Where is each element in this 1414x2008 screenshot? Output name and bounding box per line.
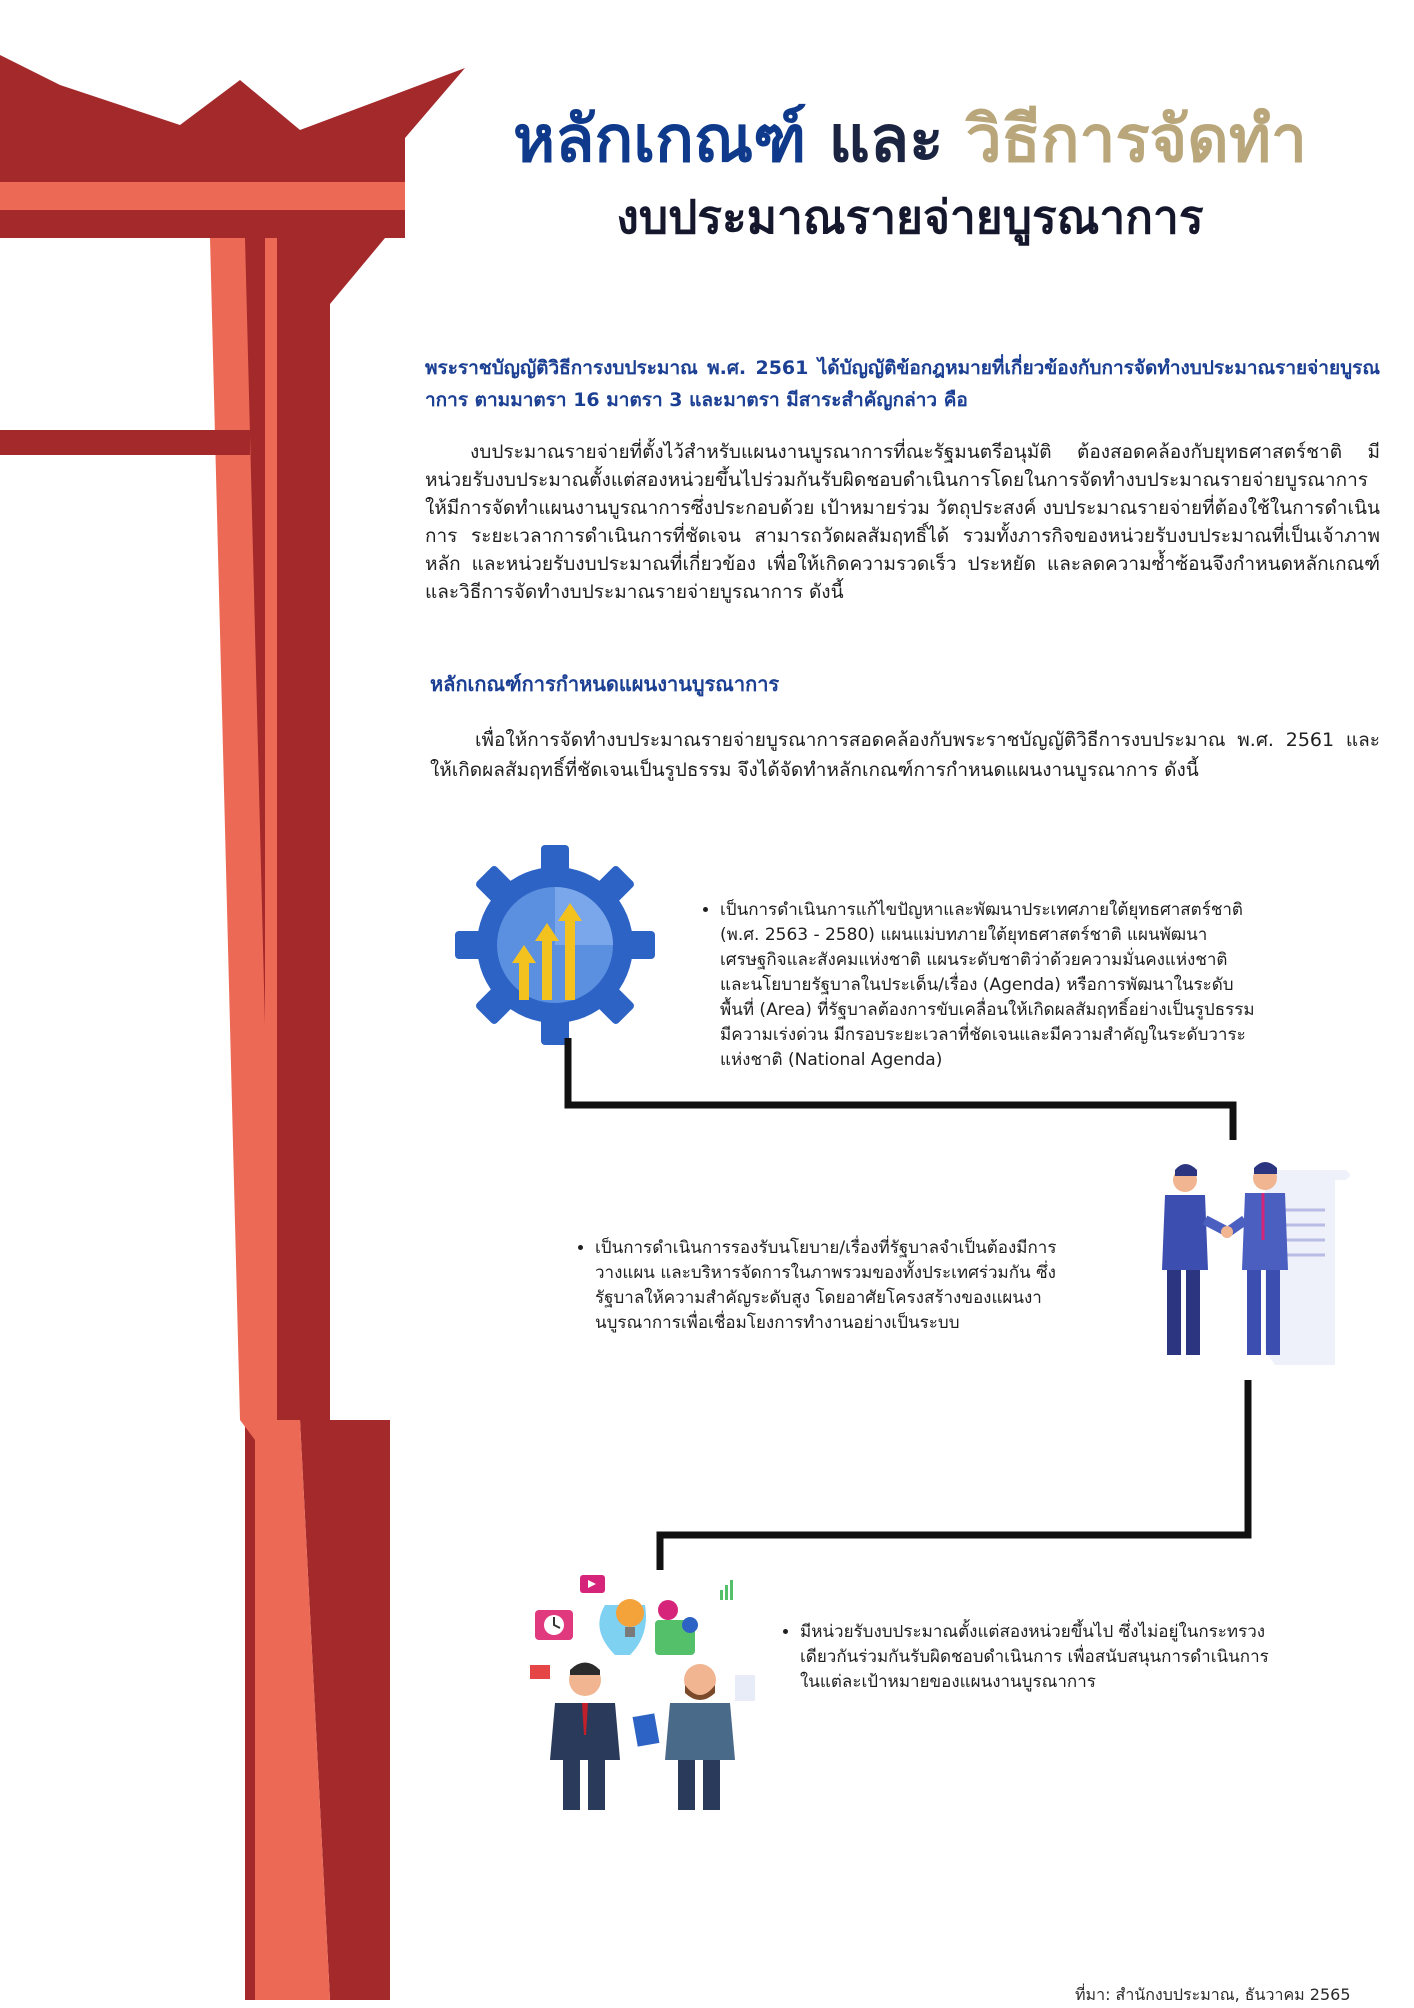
- criteria-text-3: • มีหน่วยรับงบประมาณตั้งแต่สองหน่วยขึ้นไป ซึ่งไม่อยู่ในกระทรวงเดียวกันร่วมกันรับผิดชอบดำเนินการ เพื่อสนับสนุนการดำเนินการในแต่ละเป้าหมายของแผนงานบูรณาการ: [800, 1620, 1288, 1695]
- page-title: [440, 95, 1380, 185]
- title-part3: วิธีการจัดทำ: [965, 103, 1307, 177]
- title-part2: และ: [828, 103, 944, 177]
- giant-swing-decoration: [0, 0, 480, 2000]
- intro-law-statement: พระราชบัญญัติวิธีการงบประมาณ พ.ศ. 2561 ได้บัญญัติข้อกฎหมายที่เกี่ยวข้องกับการจัดทำงบประมาณรายจ่ายบูรณาการ ตามมาตรา 16 มาตรา 3 และมาตรา มีสาระสำคัญกล่าว คือ: [425, 357, 1380, 411]
- criteria-item-3: [778, 1620, 1288, 1695]
- handshake-illustration-icon: [1150, 1150, 1350, 1370]
- intro-paragraph: งบประมาณรายจ่ายที่ตั้งไว้สำหรับแผนงานบูรณาการที่ณะรัฐมนตรีอนุมัติ ต้องสอดคล้องกับยุทธศาสตร์ชาติ มีหน่วยรับงบประมาณตั้งแต่สองหน่วยขึ้นไปร่วมกันรับผิดชอบดำเนินการโดยในการจัดทำงบประมาณรายจ่ายบูรณาการให้มีการจัดทำแผนงานบูรณาการซึ่งประกอบด้วย เป้าหมายร่วม วัตถุประสงค์ งบประมาณรายจ่ายที่ต้องใช้ในการดำเนินการ ระยะเวลาการดำเนินการที่ชัดเจน สามารถวัดผลสัมฤทธิ์ได้ รวมทั้งภารกิจของหน่วยรับงบประมาณที่เป็นเจ้าภาพหลัก และหน่วยรับงบประมาณที่เกี่ยวข้อง เพื่อให้เกิดความรวดเร็ว ประหยัด และลดความซ้ำซ้อนจึงกำหนดหลักเกณฑ์และวิธีการจัดทำงบประมาณรายจ่ายบูรณาการ ดังนี้: [425, 441, 1380, 603]
- gear-growth-icon: [455, 845, 655, 1045]
- title-part1: หลักเกณฑ์: [513, 103, 807, 177]
- criteria-text-1: • เป็นการดำเนินการแก้ไขปัญหาและพัฒนาประเทศภายใต้ยุทธศาสตร์ชาติ (พ.ศ. 2563 - 2580) แผนแม่บทภายใต้ยุทธศาสตร์ชาติ แผนพัฒนาเศรษฐกิจและสังคมแห่งชาติ แผนระดับชาติว่าด้วยความมั่นคงแห่งชาติ และนโยบายรัฐบาลในประเด็น/เรื่อง (Agenda) หรือการพัฒนาในระดับพื้นที่ (Area) ที่รัฐบาลต้องการขับเคลื่อนให้เกิดผลสัมฤทธิ์อย่างเป็นรูปธรรม มีความเร่งด่วน มีกรอบระยะเวลาที่ชัดเจนและมีความสำคัญในระดับวาระแห่งชาติ (National Agenda): [720, 898, 1258, 1073]
- section-paragraph: เพื่อให้การจัดทำงบประมาณรายจ่ายบูรณาการสอดคล้องกับพระราชบัญญัติวิธีการงบประมาณ พ.ศ. 2561 และให้เกิดผลสัมฤทธิ์ที่ชัดเจนเป็นรูปธรรม จึงได้จัดทำหลักเกณฑ์การกำหนดแผนงานบูรณาการ ดังนี้: [430, 729, 1380, 781]
- page-subtitle: งบประมาณรายจ่ายบูรณาการ: [616, 190, 1204, 244]
- section-heading: หลักเกณฑ์การกำหนดแผนงานบูรณาการ: [430, 672, 780, 696]
- source-note: ที่มา: สำนักงบประมาณ, ธันวาคม 2565: [1075, 1985, 1351, 2004]
- criteria-item-1: [698, 898, 1258, 1073]
- team-collaboration-illustration-icon: [530, 1575, 760, 1815]
- criteria-text-2: • เป็นการดำเนินการรองรับนโยบาย/เรื่องที่รัฐบาลจำเป็นต้องมีการวางแผน และบริหารจัดการในภาพรวมของทั้งประเทศร่วมกัน ซึ่งรัฐบาลให้ความสำคัญระดับสูง โดยอาศัยโครงสร้างของแผนงานบูรณาการเพื่อเชื่อมโยงการทำงานอย่างเป็นระบบ: [595, 1236, 1063, 1336]
- criteria-item-2: [573, 1236, 1063, 1336]
